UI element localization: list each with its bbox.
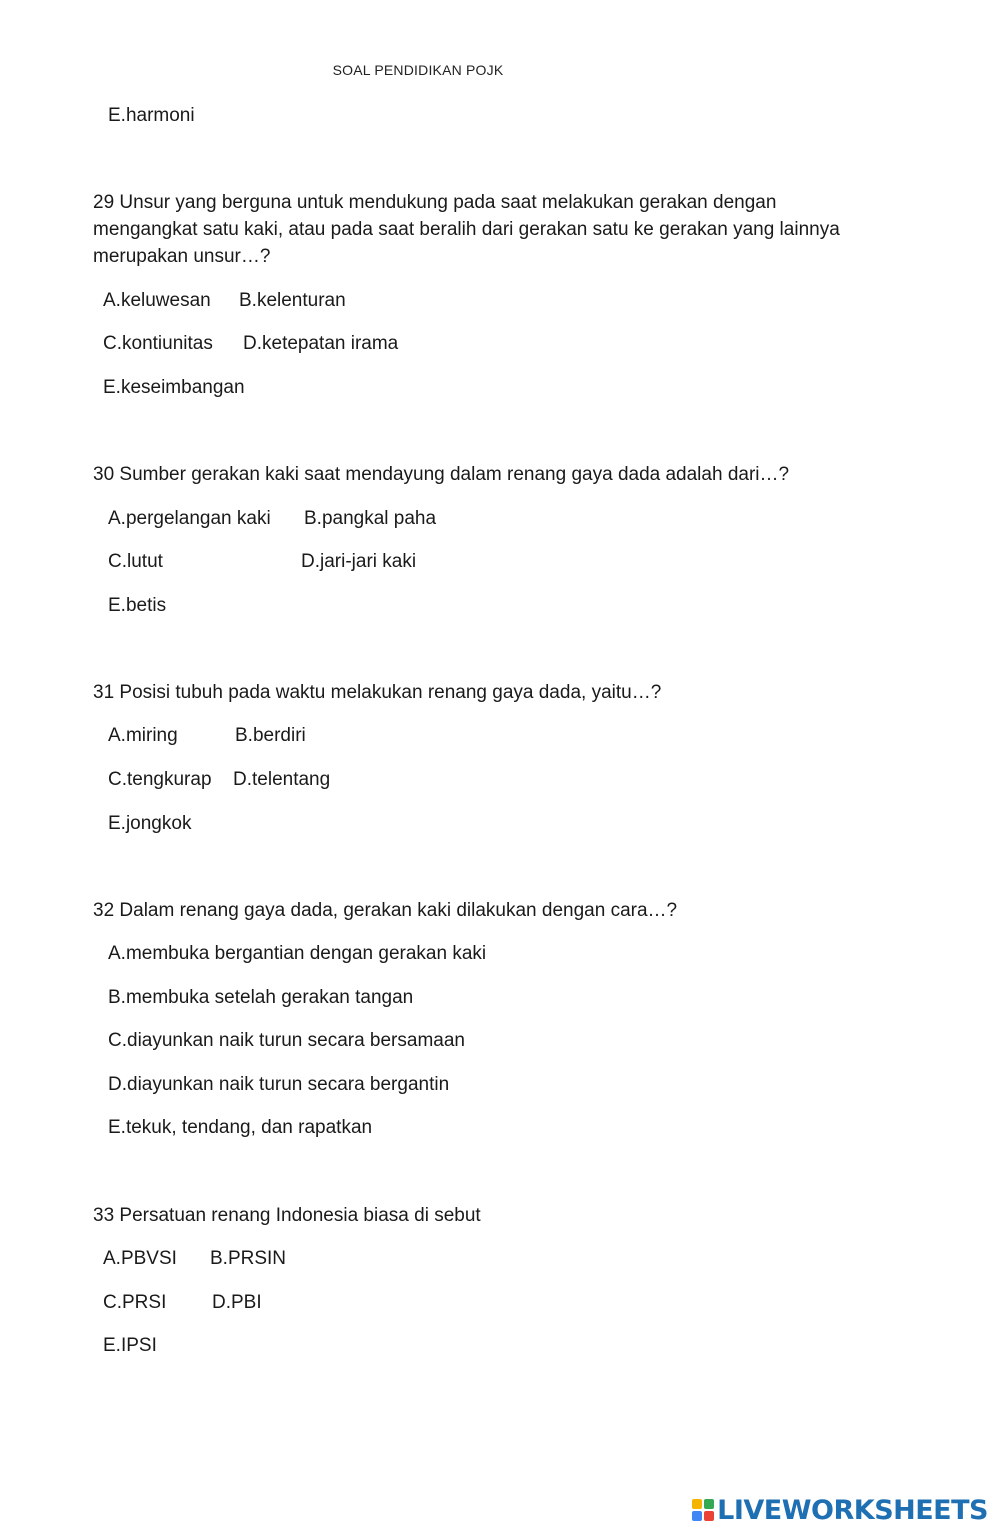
q30-option-a: A.pergelangan kaki bbox=[108, 508, 271, 529]
q33-option-b: B.PRSIN bbox=[210, 1248, 287, 1269]
q29-option-c: C.kontiunitas bbox=[103, 333, 213, 354]
q33-option-a: A.PBVSI bbox=[103, 1248, 177, 1269]
q30-option-b: B.pangkal paha bbox=[304, 508, 437, 529]
q32-option-b: B.membuka setelah gerakan tangan bbox=[108, 987, 414, 1008]
q29-option-a: A.keluwesan bbox=[103, 290, 211, 311]
logo-tile-4 bbox=[704, 1511, 714, 1521]
logo-text: LIVEWORKSHEETS bbox=[717, 1494, 988, 1526]
logo-tile-3 bbox=[692, 1511, 702, 1521]
q31-option-b: B.berdiri bbox=[235, 725, 306, 746]
q32-option-c: C.diayunkan naik turun secara bersamaan bbox=[108, 1030, 465, 1051]
q30-option-e: E.betis bbox=[108, 595, 167, 616]
q28-option-e: E.harmoni bbox=[108, 105, 195, 126]
logo-mark-icon bbox=[692, 1499, 714, 1521]
q31-option-d: D.telentang bbox=[233, 769, 331, 790]
logo-tile-2 bbox=[704, 1499, 714, 1509]
q31-question: 31 Posisi tubuh pada waktu melakukan renang gaya dada, yaitu…? bbox=[93, 682, 662, 703]
q30-option-d: D.jari-jari kaki bbox=[301, 551, 417, 572]
q32-question: 32 Dalam renang gaya dada, gerakan kaki dilakukan dengan cara…? bbox=[93, 900, 678, 921]
q29-option-e: E.keseimbangan bbox=[103, 377, 245, 398]
q33-option-c: C.PRSI bbox=[103, 1292, 167, 1313]
q33-question: 33 Persatuan renang Indonesia biasa di sebut bbox=[93, 1205, 481, 1226]
q32-option-d: D.diayunkan naik turun secara bergantin bbox=[108, 1074, 450, 1095]
q32-option-e: E.tekuk, tendang, dan rapatkan bbox=[108, 1117, 373, 1138]
q31-option-c: C.tengkurap bbox=[108, 769, 212, 790]
page-title: SOAL PENDIDIKAN POJK bbox=[332, 62, 504, 78]
logo-tile-1 bbox=[692, 1499, 702, 1509]
q31-option-a: A.miring bbox=[108, 725, 178, 746]
q33-option-d: D.PBI bbox=[212, 1292, 262, 1313]
q29-option-b: B.kelenturan bbox=[239, 290, 346, 311]
q29-option-d: D.ketepatan irama bbox=[243, 333, 399, 354]
q32-option-a: A.membuka bergantian dengan gerakan kaki bbox=[108, 943, 487, 964]
liveworksheets-logo[interactable] bbox=[692, 1494, 988, 1526]
q31-option-e: E.jongkok bbox=[108, 813, 192, 834]
q29-question-line-1: 29 Unsur yang berguna untuk mendukung pada saat melakukan gerakan dengan bbox=[93, 192, 777, 213]
q33-option-e: E.IPSI bbox=[103, 1335, 157, 1356]
q30-option-c: C.lutut bbox=[108, 551, 163, 572]
q29-question-line-3: merupakan unsur…? bbox=[93, 246, 271, 267]
q30-question: 30 Sumber gerakan kaki saat mendayung dalam renang gaya dada adalah dari…? bbox=[93, 464, 790, 485]
q29-question-line-2: mengangkat satu kaki, atau pada saat beralih dari gerakan satu ke gerakan yang lainnya bbox=[93, 219, 840, 240]
